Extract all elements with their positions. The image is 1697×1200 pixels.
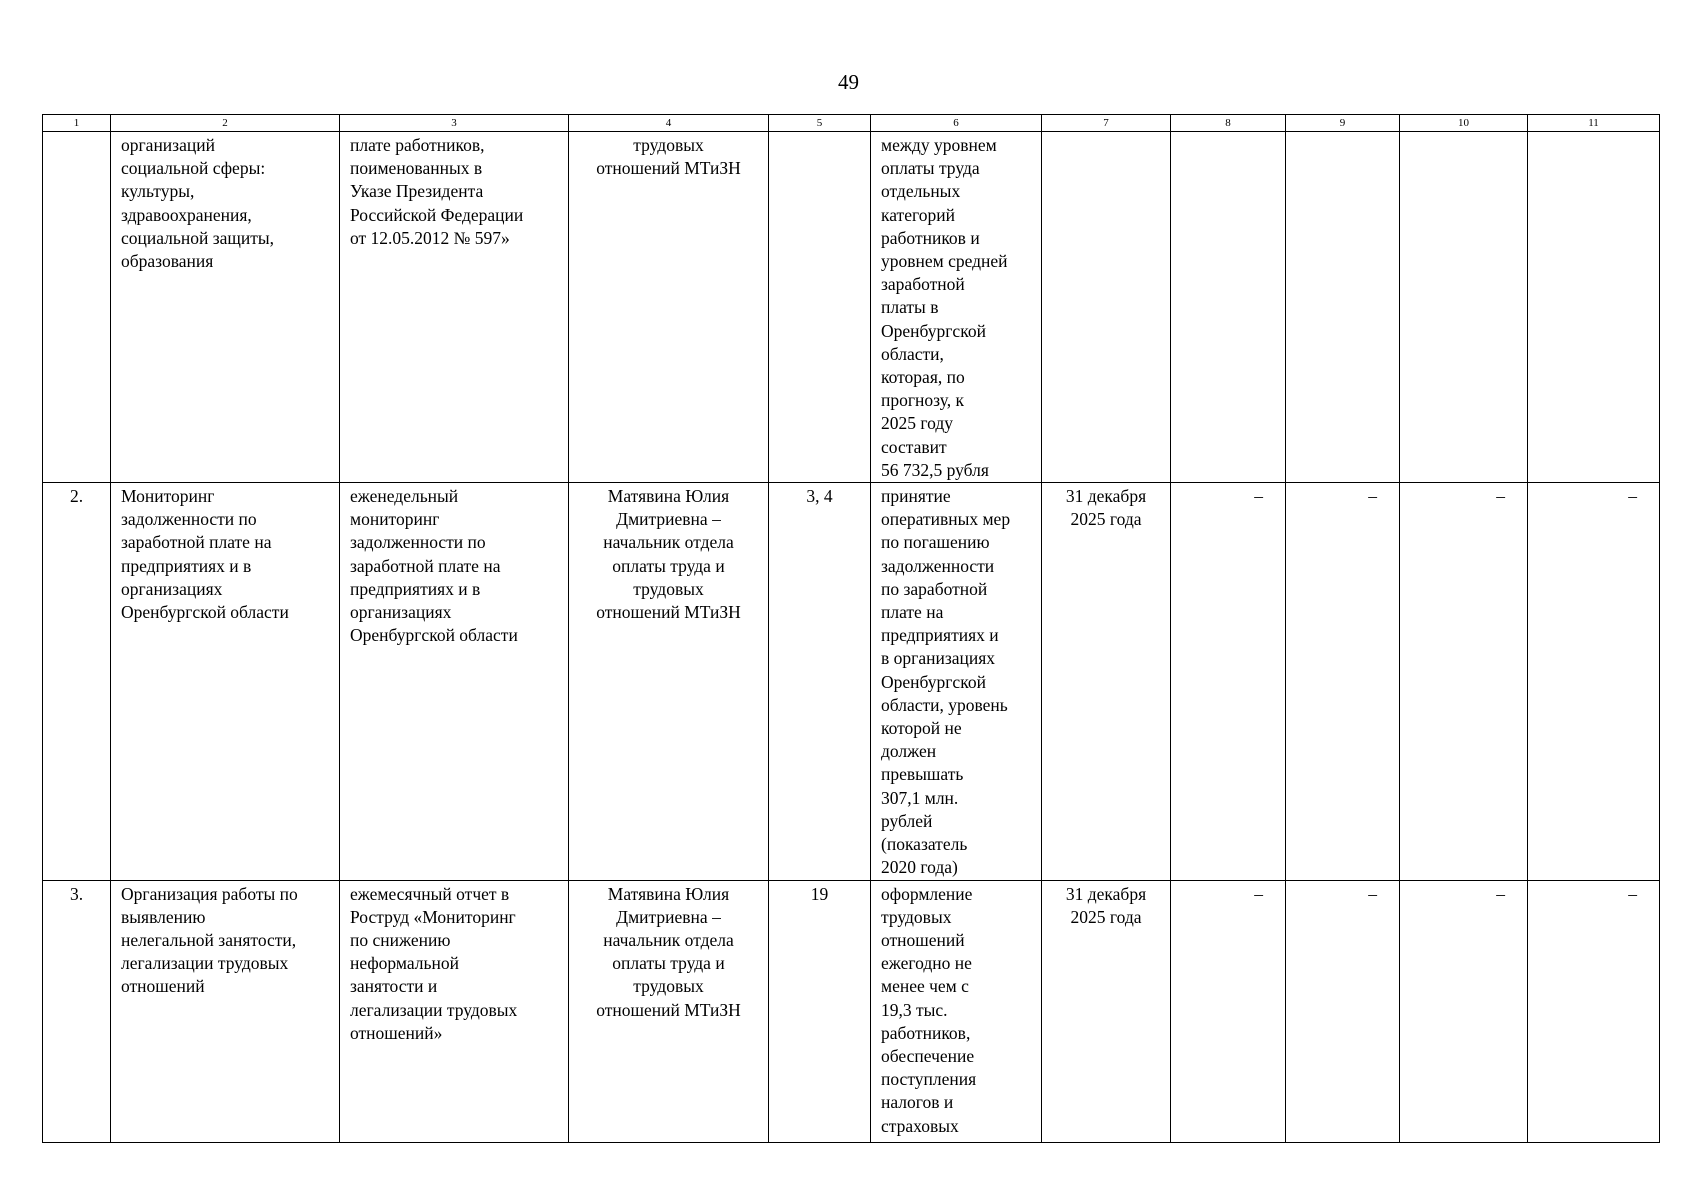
funding-cell: – [1400,483,1528,880]
control-event-cell: плате работников, поименованных в Указе Президента Российской Федерации от 12.05.2012 № 597» [340,132,569,483]
expected-result-cell: между уровнем оплаты труда отдельных категорий работников и уровнем средней заработной платы в Оренбургской области, которая, по прогнозу, к 2025 году составит 56 732,5 рубля [871,132,1042,483]
column-header: 3 [340,115,569,132]
funding-cell: – [1171,880,1286,1142]
column-header: 9 [1286,115,1400,132]
table-row [43,483,1660,880]
funding-cell [1528,132,1660,483]
table-row [43,880,1660,1142]
row-number-cell: 3. [43,880,111,1142]
column-header: 5 [769,115,871,132]
column-header: 2 [111,115,340,132]
expected-result-cell: принятие оперативных мер по погашению задолженности по заработной плате на предприятиях и в организациях Оренбургской области, уровень которой не должен превышать 307,1 млн. рублей (показатель 2020 года) [871,483,1042,880]
funding-cell: – [1171,483,1286,880]
control-event-cell: ежемесячный отчет в Роструд «Мониторинг по снижению неформальной занятости и легализации трудовых отношений» [340,880,569,1142]
row-number-cell [43,132,111,483]
indicator-ref-cell [769,132,871,483]
funding-cell: – [1286,483,1400,880]
responsible-cell: Матявина Юлия Дмитриевна – начальник отдела оплаты труда и трудовых отношений МТиЗН [569,880,769,1142]
indicator-ref-cell: 19 [769,880,871,1142]
activity-cell: организаций социальной сферы: культуры, здравоохранения, социальной защиты, образования [111,132,340,483]
column-header: 11 [1528,115,1660,132]
column-header: 1 [43,115,111,132]
column-header: 8 [1171,115,1286,132]
indicator-ref-cell: 3, 4 [769,483,871,880]
plan-table [42,114,1660,1143]
table-row [43,132,1660,483]
deadline-cell [1042,132,1171,483]
funding-cell [1400,132,1528,483]
column-header: 6 [871,115,1042,132]
page-number: 49 [838,70,859,94]
funding-cell [1171,132,1286,483]
funding-cell: – [1528,483,1660,880]
column-number-row [43,115,1660,132]
deadline-cell: 31 декабря 2025 года [1042,880,1171,1142]
funding-cell [1286,132,1400,483]
funding-cell: – [1286,880,1400,1142]
responsible-cell: Матявина Юлия Дмитриевна – начальник отдела оплаты труда и трудовых отношений МТиЗН [569,483,769,880]
activity-cell: Организация работы по выявлению нелегальной занятости, легализации трудовых отношений [111,880,340,1142]
control-event-cell: еженедельный мониторинг задолженности по заработной плате на предприятиях и в организациях Оренбургской области [340,483,569,880]
funding-cell: – [1400,880,1528,1142]
activity-cell: Мониторинг задолженности по заработной плате на предприятиях и в организациях Оренбургской области [111,483,340,880]
column-header: 7 [1042,115,1171,132]
column-header: 10 [1400,115,1528,132]
deadline-cell: 31 декабря 2025 года [1042,483,1171,880]
column-header: 4 [569,115,769,132]
funding-cell: – [1528,880,1660,1142]
expected-result-cell: оформление трудовых отношений ежегодно не менее чем с 19,3 тыс. работников, обеспечение поступления налогов и страховых [871,880,1042,1142]
row-number-cell: 2. [43,483,111,880]
responsible-cell: трудовых отношений МТиЗН [569,132,769,483]
